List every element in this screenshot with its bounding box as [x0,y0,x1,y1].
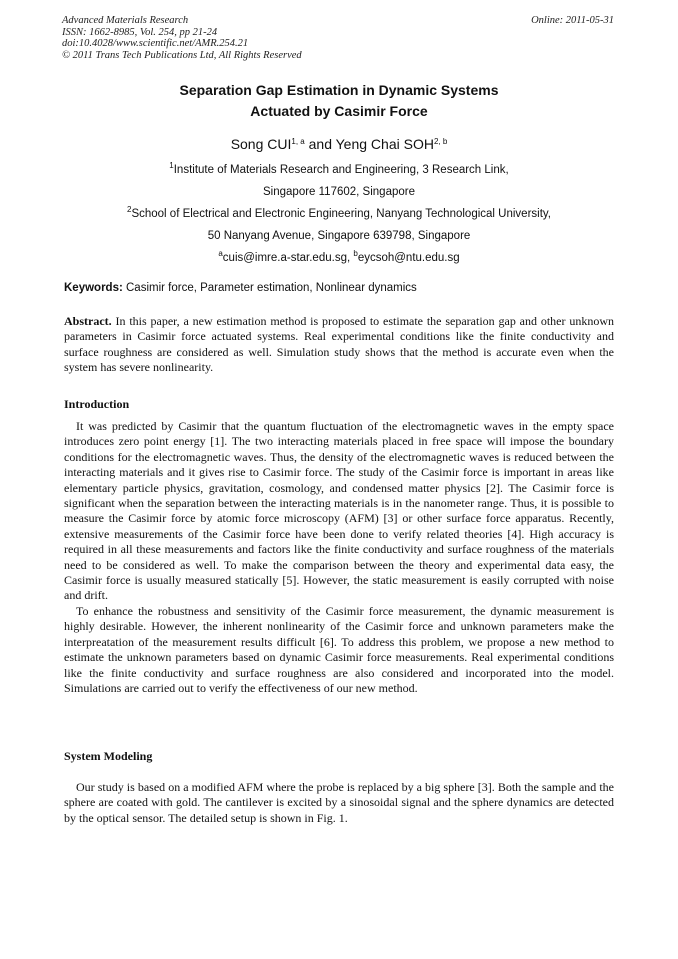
issn-line: ISSN: 1662-8985, Vol. 254, pp 21-24 [62,26,218,38]
author-2-name: Yeng Chai SOH [335,136,434,152]
copyright-line: © 2011 Trans Tech Publications Ltd, All Rights Reserved [62,49,302,61]
email-mark-b: b [353,249,358,258]
affiliation-2-line-2: 50 Nanyang Avenue, Singapore 639798, Singapore [207,230,471,242]
title-line-1: Separation Gap Estimation in Dynamic Systems [179,82,499,98]
keywords-text: Casimir force, Parameter estimation, Nonlinear dynamics [122,282,417,294]
email-b: eycsoh@ntu.edu.sg [357,252,460,264]
introduction-body [64,419,614,696]
abstract-label: Abstract. [64,314,112,328]
affiliation-1-line-1 [0,159,678,181]
email-a: cuis@imre.a-star.edu.sg, [222,252,354,264]
author-1-affil-mark: 1, a [291,137,305,146]
affiliation-1-mark: 1 [169,161,174,170]
introduction-paragraph-1: It was predicted by Casimir that the quantum fluctuation of the electromagnetic waves in the empty space introduces zero point energy [1]. The two interacting materials placed in free space will impose the boundary conditions for the electromagnetic waves. Thus, the density of the electromagnetic waves is reduced between the interacting materials and it gives rise to Casimir force. The study of the Casimir force is important in areas like elementary particle physics, gravitation, cosmology, and condensed matter physics [2]. The Casimir force is significant when the separation between the interacting materials is in the nanometer range. Thus, it is possible to measure the Casimir force by atomic force microscopy (AFM) [3] or other surface force apparatus. Recently, extensive measurements of the Casimir force have been done to verify related theories [4]. High accuracy is required in all these measurements and factors like the finite conductivity and surface roughness of the materials need to be considered as well. To make the comparison between the theory and experimental data easy, the Casimir force is usually measured statically [5]. However, the static measurement is easily corrupted with noise and drift. [64,419,614,603]
affiliation-1-line-2: Singapore 117602, Singapore [263,186,415,198]
author-conjunction: and [304,136,336,152]
author-2-affil-mark: 2, b [433,137,448,146]
keywords-label: Keywords: [64,282,123,294]
paper-title [0,80,678,122]
affiliation-2-line-1 [0,203,678,225]
system-modeling-paragraph-1: Our study is based on a modified AFM where the probe is replaced by a big sphere [3]. Both the sample and the sphere are coated with gold. The cantilever is excited by a sinosoidal signal and the sphere dynamics are detected by the optical sensor. The detailed setup is shown in Fig. 1. [64,780,614,825]
abstract [64,314,614,376]
journal-name: Advanced Materials Research [62,15,189,26]
author-1-name: Song CUI [230,136,292,152]
doi-line: doi:10.4028/www.scientific.net/AMR.254.21 [62,38,249,49]
keywords [64,282,614,294]
system-modeling-body [64,780,614,826]
affiliation-1-text: Institute of Materials Research and Engineering, 3 Research Link, [173,164,509,176]
affiliations [0,159,678,269]
section-heading-introduction: Introduction [64,397,130,411]
email-mark-a: a [218,249,223,258]
running-header [62,15,302,61]
author-list [0,136,678,152]
online-date: Online: 2011-05-31 [531,15,614,26]
affiliation-2-text: School of Electrical and Electronic Engineering, Nanyang Technological University, [131,208,551,220]
affiliation-2-mark: 2 [126,205,132,214]
abstract-text: In this paper, a new estimation method is proposed to estimate the separation gap and other unknown parameters in Casimir force actuated systems. Real experimental conditions like the finite conductivity and surface roughness are considered as well. Simulation study shows that the method is accurate even when the system has severe nonlinearity. [64,314,614,375]
section-heading-system-modeling: System Modeling [64,749,153,763]
title-line-2: Actuated by Casimir Force [250,103,428,119]
introduction-paragraph-2: To enhance the robustness and sensitivity of the Casimir force measurement, the dynamic measurement is highly desirable. However, the inherent nonlinearity of the Casimir force and unknown parameters make the interpreatation of the measurement results difficult [6]. To address this problem, we propose a new method to estimate the unknown parameters based on dynamic Casimir force measurements. Real experimental conditions like the finite conductivity and surface roughness are also considered and incorporated into the model. Simulations are carried out to verify the effectiveness of our new method. [64,603,614,695]
email-line [0,247,678,269]
